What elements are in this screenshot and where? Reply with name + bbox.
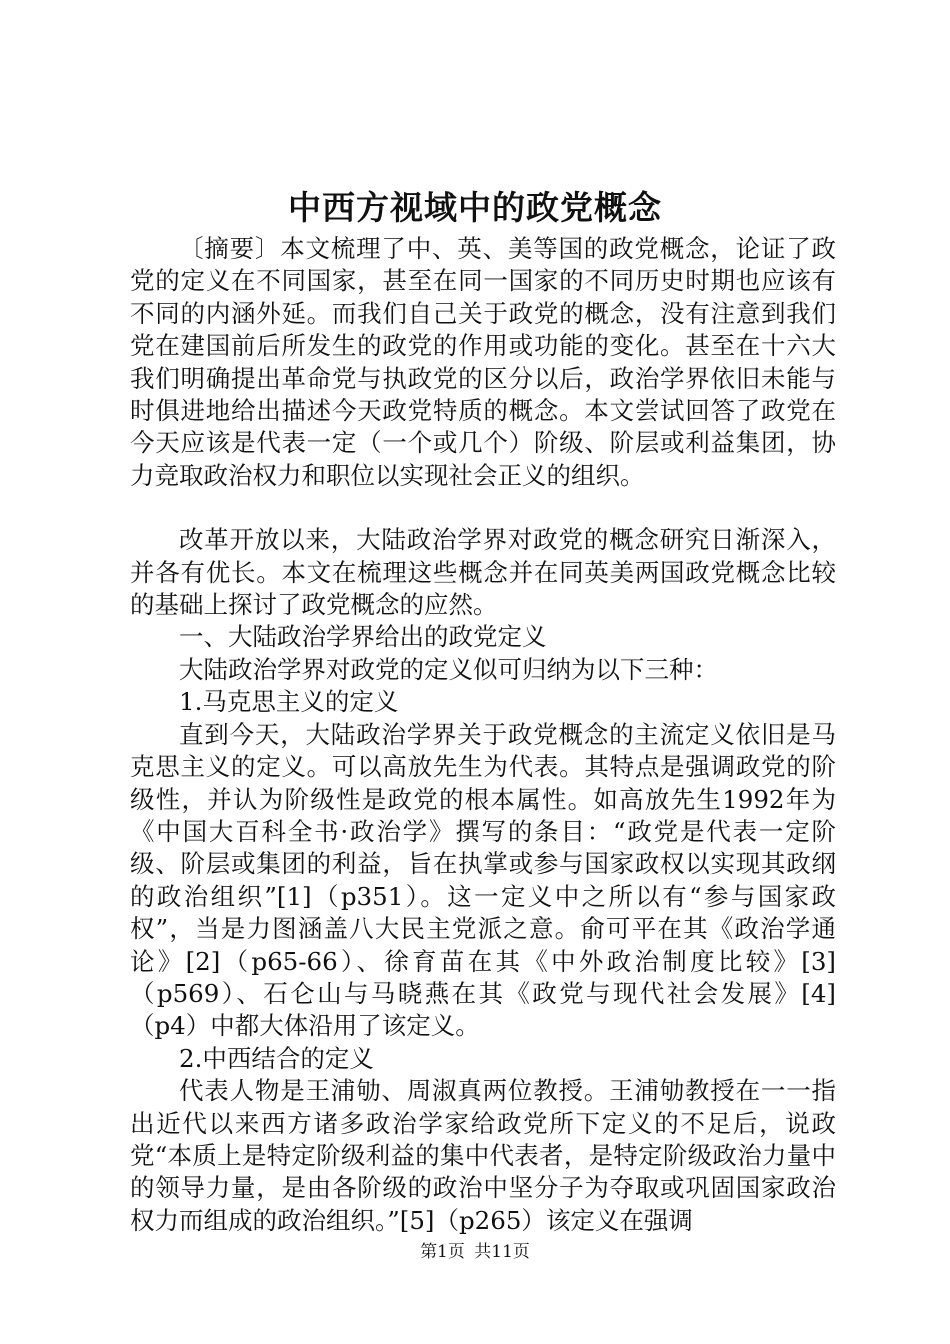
combined-definition-paragraph: 代表人物是王浦劬、周淑真两位教授。王浦劬教授在一一指出近代以来西方诸多政治学家给政党所下定义的不足后，说政党“本质上是特定阶级利益的集中代表者，是特定阶级政治力量中的领导力量，是由各阶级的政治中坚分子为夺取或巩固国家政治权力而组成的政治组织。”[5]（p265）该定义在强调: [130, 1076, 836, 1235]
abstract-paragraph: 〔摘要〕本文梳理了中、英、美等国的政党概念，论证了政党的定义在不同国家，甚至在同一国家的不同历史时期也应该有不同的内涵外延。而我们自己关于政党的概念，没有注意到我们党在建国前后所发生的政党的作用或功能的变化。甚至在十六大我们明确提出革命党与执政党的区分以后，政治学界依旧未能与时俱进地给出描述今天政党特质的概念。本文尝试回答了政党在今天应该是代表一定（一个或几个）阶级、阶层或利益集团，协力竞取政治权力和职位以实现社会正义的组织。: [130, 234, 836, 490]
document-body: [130, 233, 836, 1237]
section-heading: 一、大陆政治学界给出的政党定义: [179, 622, 547, 652]
page-footer: [0, 1240, 950, 1264]
subsection-heading-marxist: 1.马克思主义的定义: [179, 687, 399, 717]
marxist-definition-paragraph: 直到今天，大陆政治学界关于政党概念的主流定义依旧是马克思主义的定义。可以高放先生为代表。其特点是强调政党的阶级性，并认为阶级性是政党的根本属性。如高放先生1992年为《中国大百科全书·政治学》撰写的条目：“政党是代表一定阶级、阶层或集团的利益，旨在执掌或参与国家政权以实现其政纲的政治组织”[1]（p351）。这一定义中之所以有“参与国家政权”，当是力图涵盖八大民主党派之意。俞可平在其《政治学通论》[2]（p65-66）、徐育苗在其《中外政治制度比较》[3]（p569）、石仑山与马晓燕在其《政党与现代社会发展》[4]（p4）中都大体沿用了该定义。: [130, 719, 836, 1041]
document-title: 中西方视域中的政党概念: [288, 188, 662, 227]
intro-paragraph: 改革开放以来，大陆政治学界对政党的概念研究日渐深入，并各有优长。本文在梳理这些概念并在同英美两国政党概念比较的基础上探讨了政党概念的应然。: [130, 525, 836, 620]
page-number: 第1页: [420, 1242, 465, 1262]
section-intro-paragraph: 大陆政治学界对政党的定义似可归纳为以下三种：: [179, 654, 718, 684]
page-total: 共11页: [474, 1242, 530, 1262]
subsection-heading-combined: 2.中西结合的定义: [179, 1043, 374, 1073]
